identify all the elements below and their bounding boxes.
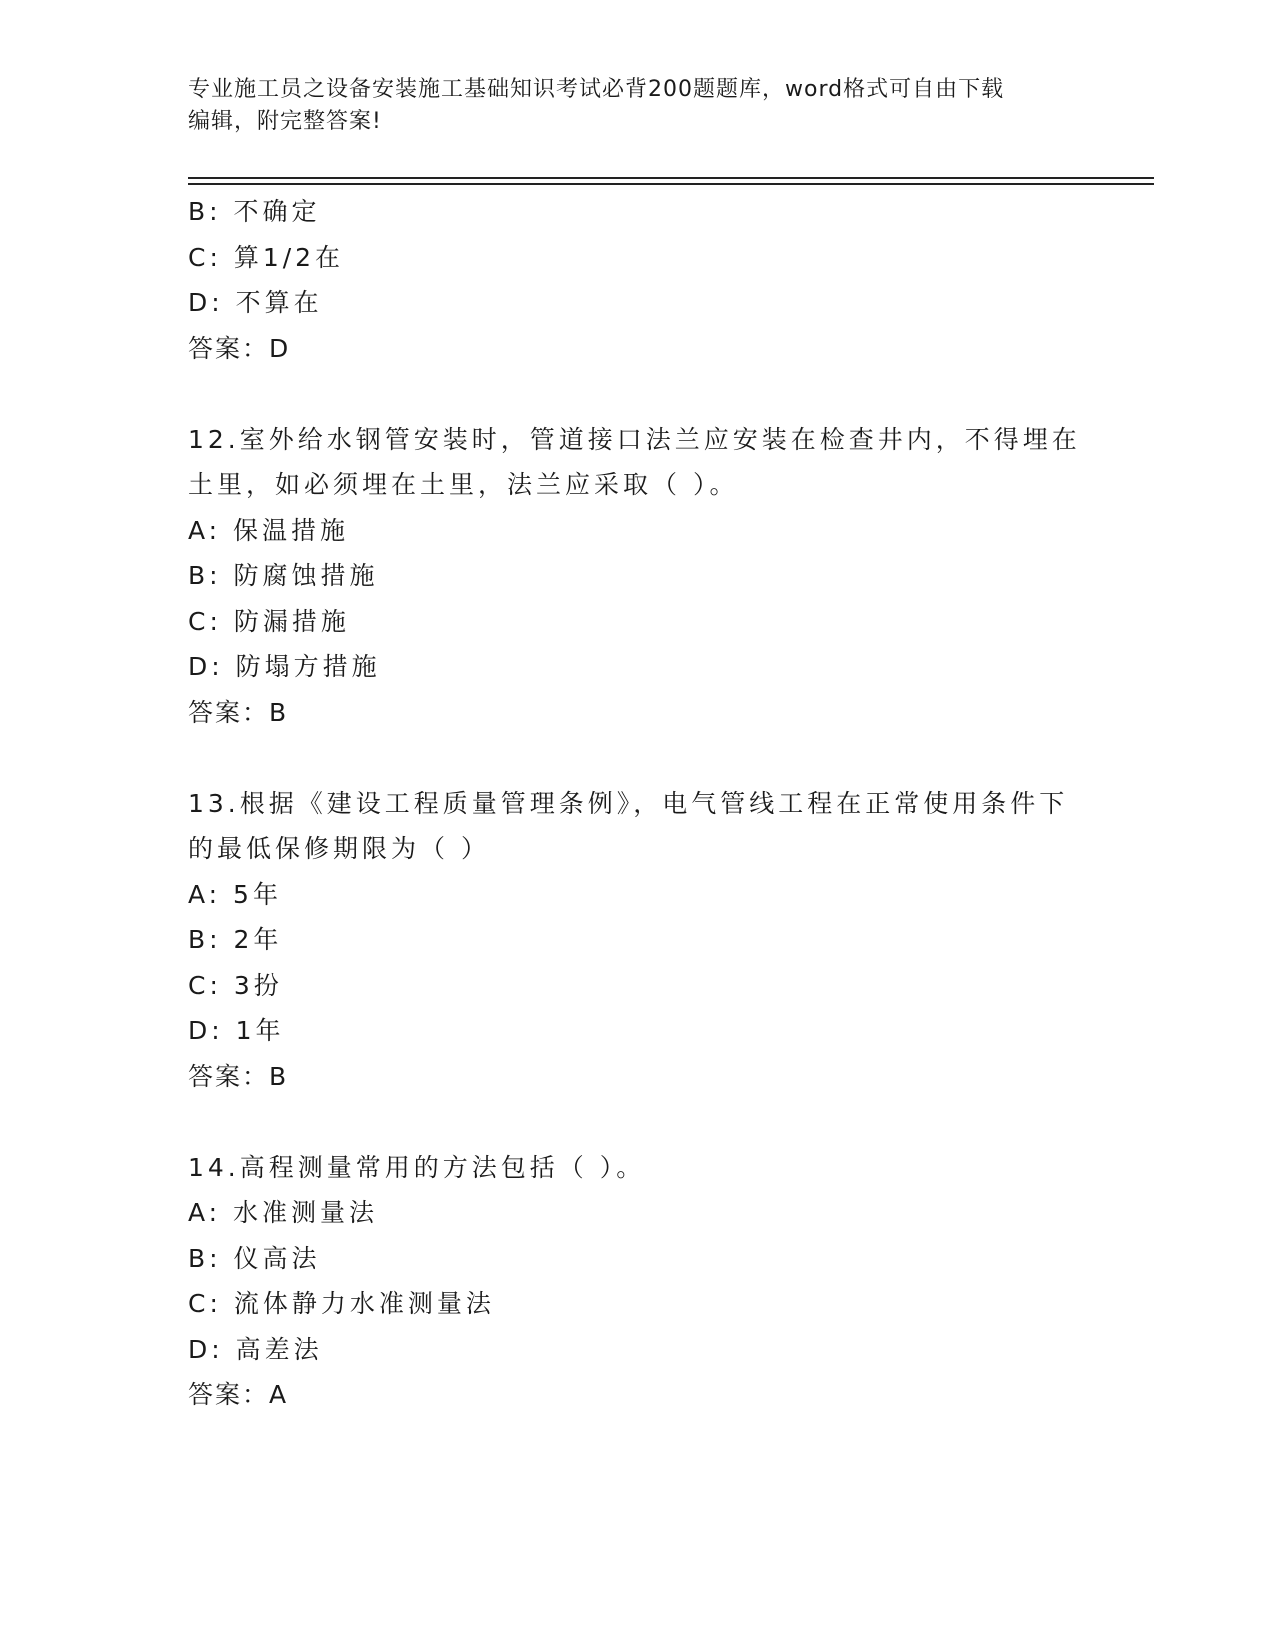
question-11-tail (188, 189, 1088, 371)
option-a: A: 保温措施 (188, 515, 350, 545)
answer: 答案：B (188, 1061, 289, 1091)
spacer (188, 1099, 1088, 1145)
option-c: C: 算1/2在 (188, 242, 345, 272)
option-c: C: 流体静力水准测量法 (188, 1289, 495, 1318)
option-b: B: 仪高法 (188, 1243, 321, 1273)
header-divider-top (188, 177, 1154, 179)
option-d: D: 1年 (188, 1016, 285, 1045)
option-d: D: 防塌方措施 (188, 652, 381, 681)
question-stem-line: 的最低保修期限为（ ） (188, 834, 490, 863)
question-stem-line: 土里，如必须埋在土里，法兰应采取（ ）。 (188, 470, 739, 499)
answer: 答案：D (188, 333, 291, 363)
spacer (188, 371, 1088, 417)
option-a: A: 水准测量法 (188, 1198, 379, 1227)
question-stem-line: 14.高程测量常用的方法包括（ ）。 (188, 1152, 646, 1182)
question-13 (188, 781, 1088, 1100)
answer: 答案：A (188, 1380, 289, 1409)
header-line-1: 专业施工员之设备安装施工基础知识考试必背200题题库，word格式可自由下载 (188, 77, 1005, 102)
page-header (188, 74, 1068, 138)
option-d: D: 高差法 (188, 1334, 323, 1364)
header-line-2: 编辑，附完整答案! (188, 109, 382, 134)
option-d: D: 不算在 (188, 288, 323, 317)
option-c: C: 3扮 (188, 970, 283, 1000)
header-divider-bottom (188, 183, 1154, 185)
question-14 (188, 1145, 1088, 1418)
question-12 (188, 417, 1088, 736)
option-b: B: 2年 (188, 925, 283, 954)
spacer (188, 735, 1088, 781)
answer: 答案：B (188, 697, 289, 727)
option-b: B: 不确定 (188, 197, 321, 226)
question-stem-line: 12.室外给水钢管安装时，管道接口法兰应安装在检查井内，不得埋在 (188, 424, 1081, 454)
option-c: C: 防漏措施 (188, 606, 350, 636)
question-content (188, 189, 1088, 1418)
option-a: A: 5年 (188, 879, 282, 909)
question-stem-line: 13.根据《建设工程质量管理条例》，电气管线工程在正常使用条件下 (188, 788, 1069, 818)
option-b: B: 防腐蚀措施 (188, 561, 379, 590)
